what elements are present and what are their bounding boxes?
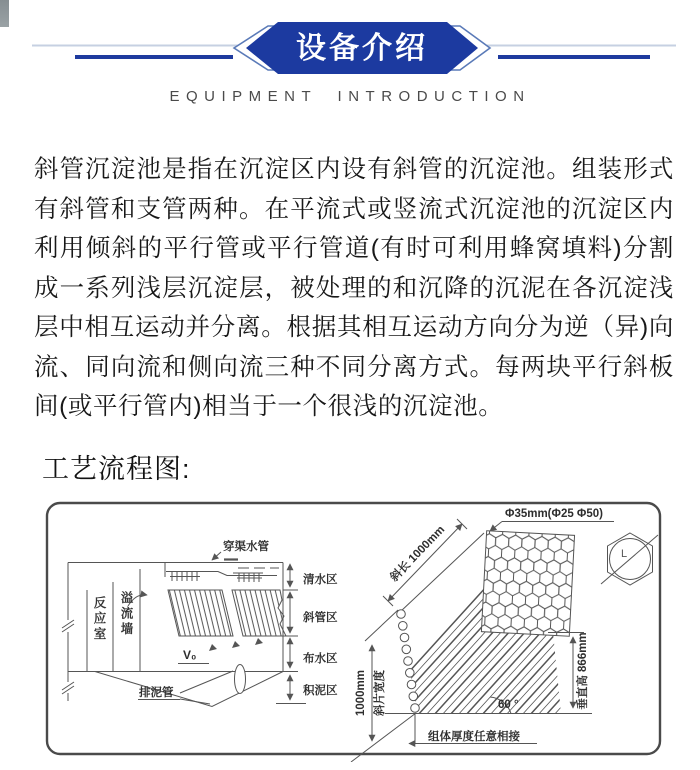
hex-detail-letter: L [621, 548, 628, 560]
zone-label-clear-water: 清水区 [303, 574, 338, 586]
vertical-height-label: 垂直高 866mm [577, 632, 589, 710]
v0-label: V₀ [183, 648, 197, 662]
angle-label: 60 ° [498, 699, 519, 711]
sheet-width-name-label: 斜片宽度 [374, 670, 386, 716]
zone-label-distribution: 布水区 [303, 653, 338, 665]
section-header-banner [0, 0, 700, 85]
process-flow-diagram [40, 496, 668, 762]
badge-title: 设备介绍 [296, 32, 428, 65]
pipe-top-label: 穿渠水管 [223, 541, 269, 553]
overflow-wall-label: 溢流墙 [119, 591, 133, 638]
sheet-width-value-label: 1000mm [355, 669, 367, 717]
reaction-chamber-label: 反应室 [92, 596, 106, 643]
zone-label-tube: 斜管区 [303, 612, 338, 624]
intro-paragraph: 斜管沉淀池是指在沉淀区内设有斜管的沉淀池。组装形式有斜管和支管两种。在平流式或竖流式沉淀池的沉淀区内利用倾斜的平行管或平行管道(有时可利用蜂窝填料)分割成一系列浅层沉淀层，被处理的和沉降的沉泥在各沉淀浅层中相互运动并分离。根据其相互运动方向分为逆（异)向流、同向流和侧向流三种不同分离方式。每两块平行斜板间(或平行管内)相当于一个很浅的沉淀池。 [34, 156, 674, 420]
section-subtitle: EQUIPMENT INTRODUCTION [169, 88, 531, 105]
slant-length-label: 斜长 1000mm [388, 523, 448, 585]
zone-label-sludge: 积泥区 [303, 685, 338, 697]
tube-diameter-label: Φ35mm(Φ25 Φ50) [505, 508, 603, 520]
sludge-pipe-label: 排泥管 [139, 687, 174, 699]
process-flow-title: 工艺流程图: [42, 454, 191, 484]
joint-label: 组体厚度任意相接 [428, 731, 520, 743]
